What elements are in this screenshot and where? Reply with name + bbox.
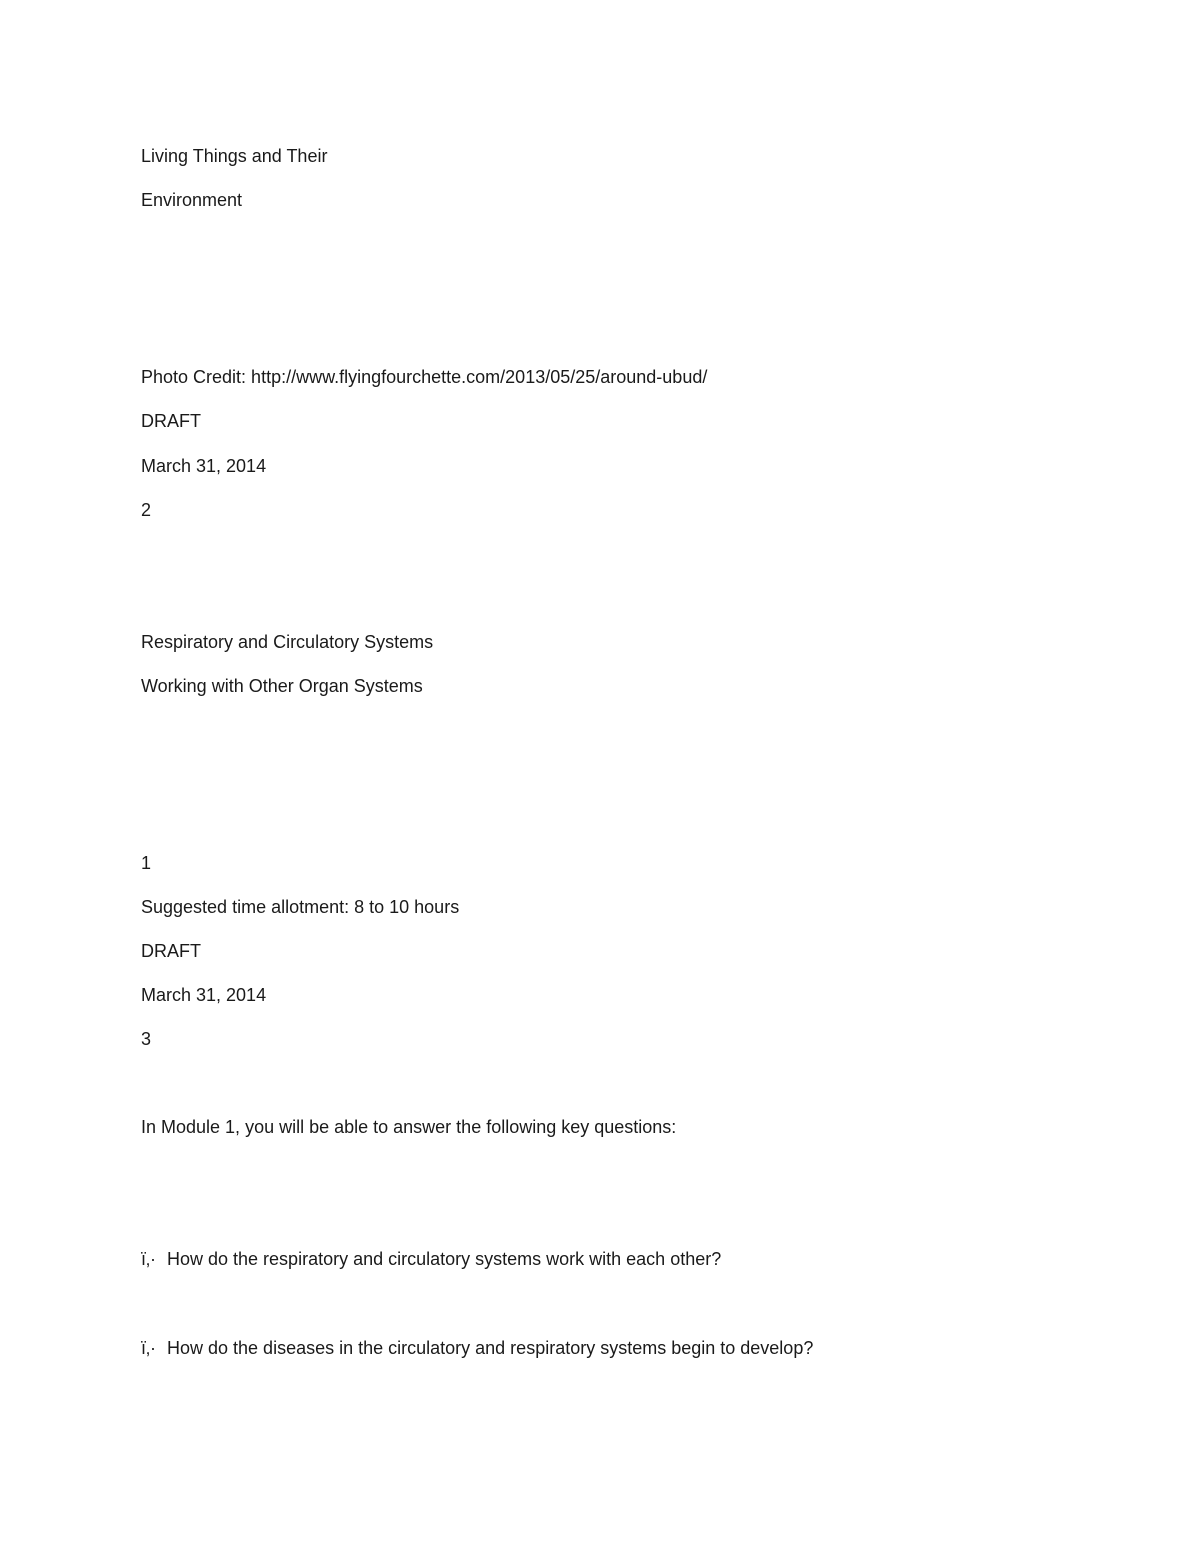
title-line-1: Living Things and Their (141, 146, 328, 166)
module-number: 1 (141, 853, 152, 873)
question-text: How do the diseases in the circulatory and respiratory systems begin to develop? (167, 1338, 814, 1358)
question-text: How do the respiratory and circulatory systems work with each other? (167, 1249, 722, 1269)
title-line-2: Environment (141, 190, 243, 210)
photo-credit: Photo Credit: http://www.flyingfourchette.com/2013/05/25/around-ubud/ (141, 367, 708, 387)
date-text: March 31, 2014 (141, 456, 267, 476)
date-text: March 31, 2014 (141, 985, 267, 1005)
section-subheading: Working with Other Organ Systems (141, 676, 423, 696)
question-list-item (141, 1337, 813, 1359)
bullet-marker: ï‚· (141, 1249, 156, 1269)
draft-label: DRAFT (141, 941, 201, 961)
question-list-item (141, 1248, 721, 1270)
bullet-marker: ï‚· (141, 1338, 156, 1358)
page-number: 3 (141, 1029, 152, 1049)
draft-label: DRAFT (141, 411, 201, 431)
time-allotment: Suggested time allotment: 8 to 10 hours (141, 897, 460, 917)
section-heading: Respiratory and Circulatory Systems (141, 632, 434, 652)
intro-text: In Module 1, you will be able to answer the following key questions: (141, 1117, 677, 1137)
page-number: 2 (141, 500, 152, 520)
